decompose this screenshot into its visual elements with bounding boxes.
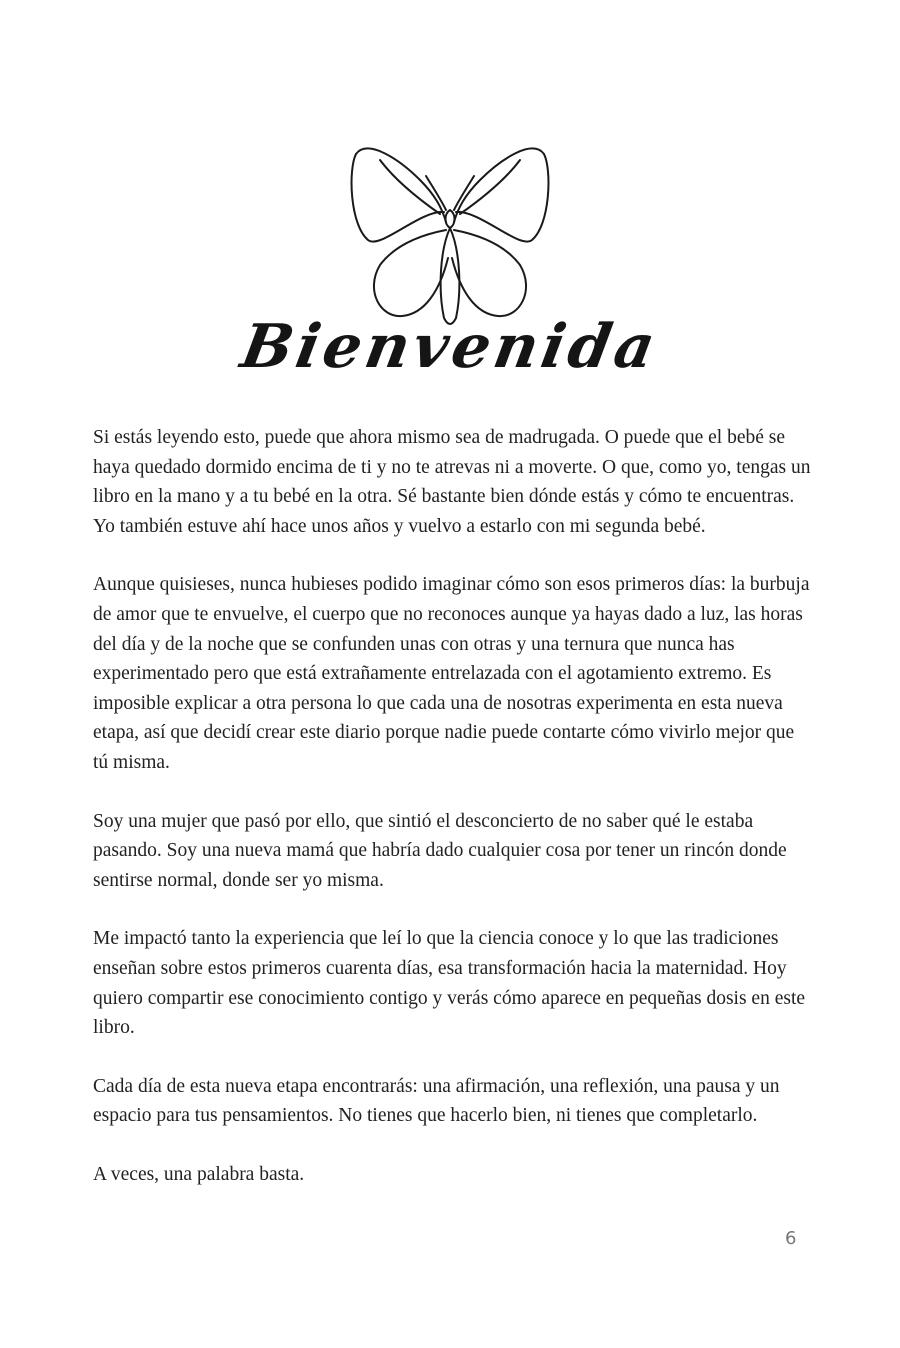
body-text [93, 423, 813, 1218]
paragraph: Aunque quisieses, nunca hubieses podido imaginar cómo son esos primeros días: la burbuja de amor que te envuelve, el cuerpo que no reconoces aunque ya hayas dado a luz, las horas del día y de la noche que se confunden unas con otras y una ternura que nunca has experimentado pero que está extrañamente entrelazada con el agotamiento extremo. Es imposible explicar a otra persona lo que cada una de nosotras experimenta en esta nueva etapa, así que decidí crear este diario porque nadie puede contarte cómo vivirlo mejor que tú misma. [93, 574, 810, 773]
paragraph: Soy una mujer que pasó por ello, que sintió el desconcierto de no saber qué le estaba pasando. Soy una nueva mamá que habría dado cualquier cosa por tener un rincón donde sentirse normal, donde ser yo misma. [93, 810, 787, 891]
butterfly-icon [340, 140, 560, 330]
paragraph: Si estás leyendo esto, puede que ahora mismo sea de madrugada. O puede que el bebé se haya quedado dormido encima de ti y no te atrevas ni a moverte. O que, como yo, tengas un libro en la mano y a tu bebé en la otra. Sé bastante bien dónde estás y cómo te encuentras. Yo también estuve ahí hace unos años y vuelvo a estarlo con mi segunda bebé. [93, 427, 811, 537]
page-title: Bienvenida [236, 312, 664, 382]
paragraph-closing: A veces, una palabra basta. [93, 1163, 305, 1185]
paragraph: Me impactó tanto la experiencia que leí lo que la ciencia conoce y lo que las tradiciones enseñan sobre estos primeros cuarenta días, esa transformación hacia la maternidad. Hoy quiero compartir ese conocimiento contigo y verás cómo aparece en pequeñas dosis en este libro. [93, 928, 806, 1039]
paragraph: Cada día de esta nueva etapa encontrarás: una afirmación, una reflexión, una pausa y un espacio para tus pensamientos. No tienes que hacerlo bien, ni tienes que completarlo. [93, 1075, 780, 1127]
page-number: 6 [785, 1228, 797, 1249]
